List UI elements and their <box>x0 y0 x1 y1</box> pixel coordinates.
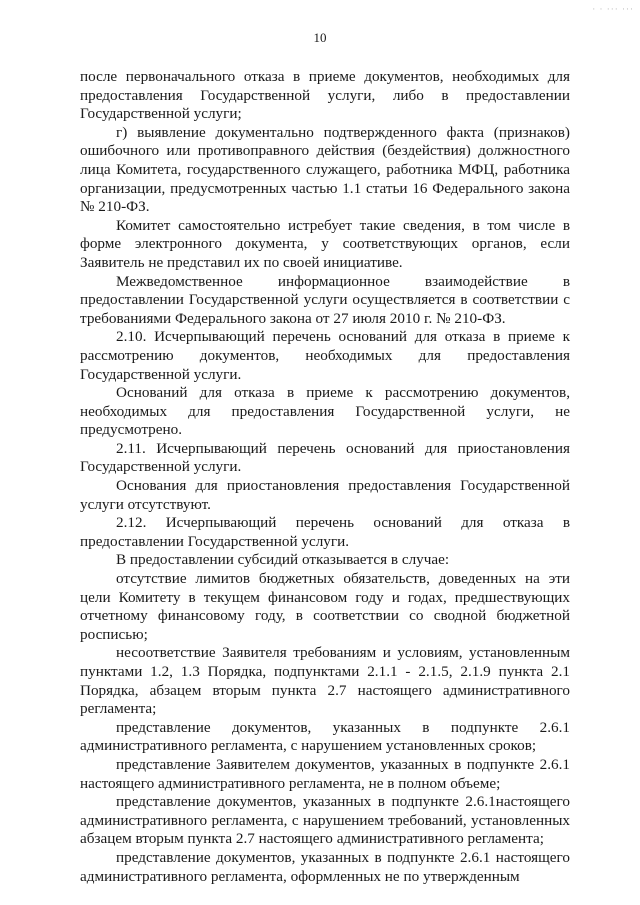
page-number: 10 <box>313 30 327 45</box>
paragraph: г) выявление документально подтвержденного факта (признаков) ошибочного или противоправного действия (бездействия) должностного лица Комитета, государственного служащего, работника МФЦ, работника организации, предусмотренных частью 1.1 статьи 16 Федерального закона № 210-ФЗ. <box>80 123 570 216</box>
paragraph: представление документов, указанных в подпункте 2.6.1 настоящего административного регламента, оформленных не по утвержденным <box>80 848 570 885</box>
paragraph: 2.11. Исчерпывающий перечень оснований для приостановления Государственной услуги. <box>80 439 570 476</box>
paragraph: представление документов, указанных в подпункте 2.6.1настоящего административного регламента, с нарушением требований, установленных абзацем вторым пункта 2.7 настоящего административного регламента; <box>80 793 570 848</box>
paragraph: несоответствие Заявителя требованиям и условиям, установленным пунктами 1.2, 1.3 Порядка, подпунктами 2.1.1 - 2.1.5, 2.1.9 пункта 2.1 Порядка, абзацем вторым пункта 2.7 настоящего административного регламента; <box>80 644 570 718</box>
paragraph: 2.10. Исчерпывающий перечень оснований для отказа в приеме к рассмотрению документов, необходимых для предоставления Государственной услуги. <box>80 328 570 383</box>
paragraph: В предоставлении субсидий отказывается в случае: <box>116 551 450 569</box>
paragraph: Основания для приостановления предоставления Государственной услуги отсутствуют. <box>80 477 570 513</box>
paragraph: представление документов, указанных в подпункте 2.6.1 административного регламента, с нарушением установленных сроков; <box>80 718 570 755</box>
paragraph: представление Заявителем документов, указанных в подпункте 2.6.1 настоящего административного регламента, не в полном объеме; <box>80 755 570 792</box>
paragraph: Оснований для отказа в приеме к рассмотрению документов, необходимых для предоставления Государственной услуги, не предусмотрено. <box>80 384 570 439</box>
scan-corner-mark: · · ··· ··· <box>592 4 634 14</box>
paragraph: отсутствие лимитов бюджетных обязательств, доведенных на эти цели Комитету в текущем финансовом году и годах, предшествующих отчетному финансовому году, в соответствии со сводной бюджетной росписью; <box>80 570 570 643</box>
paragraph: 2.12. Исчерпывающий перечень оснований для отказа в предоставлении Государственной услуги. <box>80 514 570 550</box>
document-body <box>80 68 570 886</box>
paragraph: после первоначального отказа в приеме документов, необходимых для предоставления Государственной услуги, либо в предоставлении Государственной услуги; <box>80 68 570 123</box>
paragraph: Межведомственное информационное взаимодействие в предоставлении Государственной услуги осуществляется в соответствии с требованиями Федерального закона от 27 июля 2010 г. № 210-ФЗ. <box>80 272 570 327</box>
paragraph: Комитет самостоятельно истребует такие сведения, в том числе в форме электронного документа, у соответствующих органов, если Заявитель не представил их по своей инициативе. <box>80 216 570 271</box>
